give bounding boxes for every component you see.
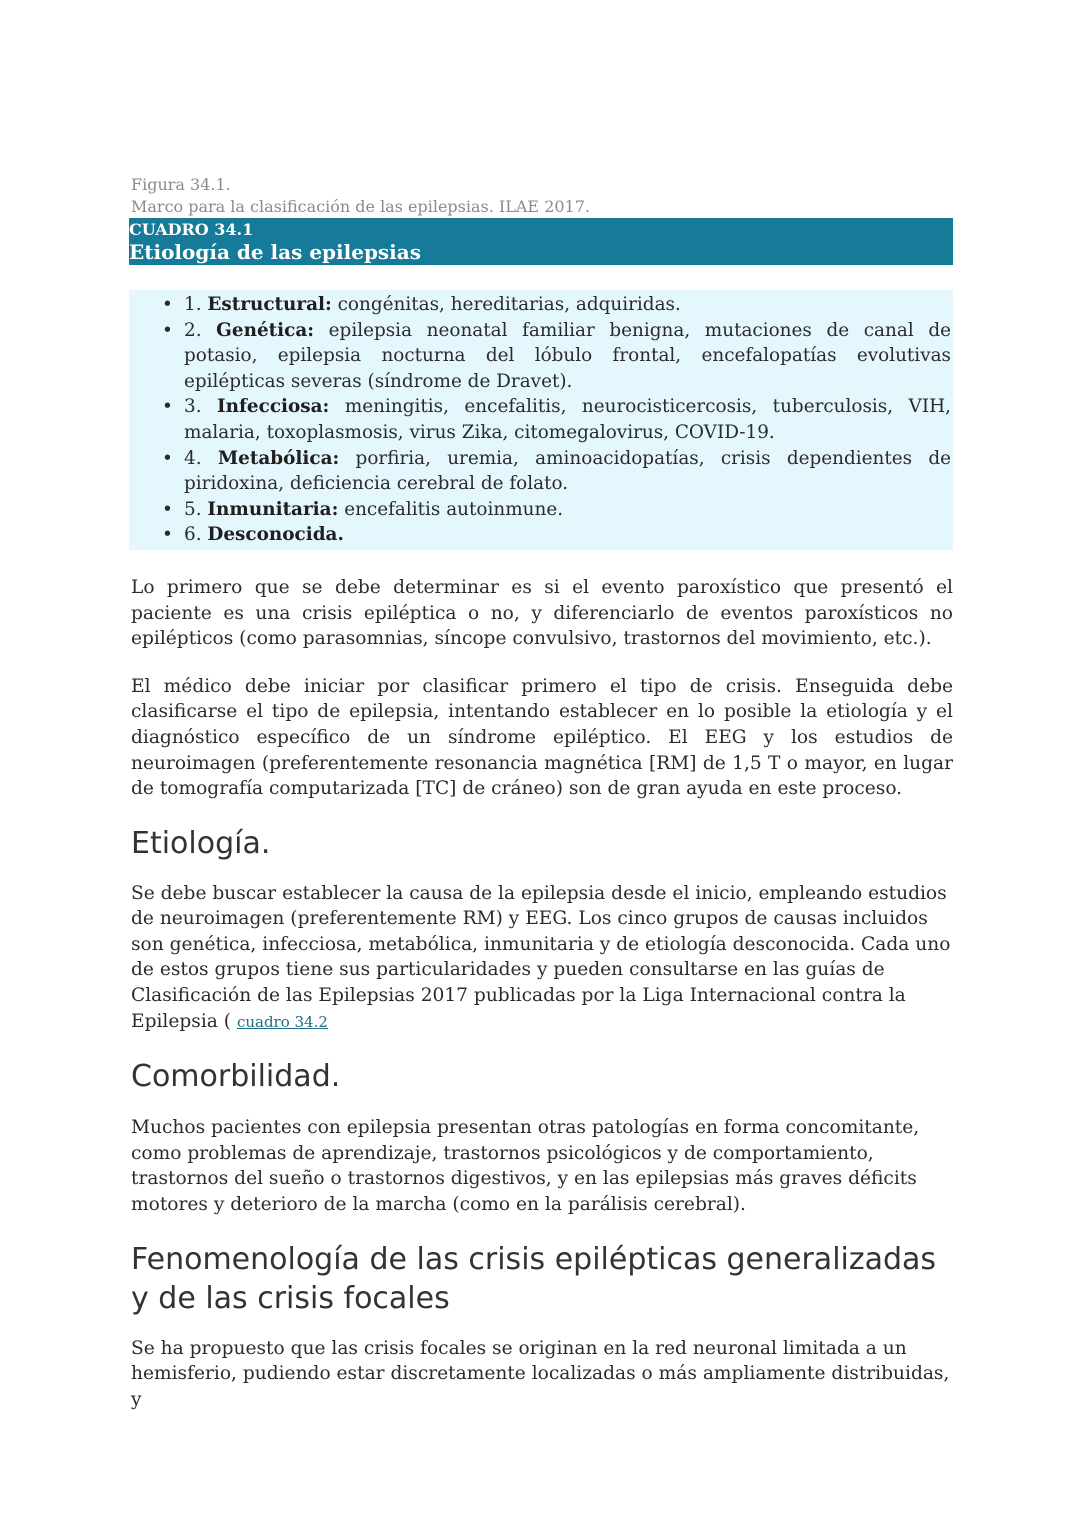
heading-fenomenologia-line2: y de las crisis focales bbox=[131, 1280, 450, 1316]
list-item bbox=[184, 497, 953, 523]
item-text: congénitas, hereditarias, adquiridas. bbox=[331, 294, 681, 315]
paragraph-crisis-determination: Lo primero que se debe determinar es si el evento paroxístico que presentó el paciente es una crisis epiléptica o no, y diferenciarlo de eventos paroxísticos no epilépticos (como parasomnias, síncope convulsivo, trastornos del movimiento, etc.). bbox=[131, 576, 953, 650]
list-item bbox=[184, 318, 953, 395]
item-text: epilepsia neonatal familiar benigna, mutaciones de canal de potasio, epilepsia nocturna del lóbulo frontal, encefalopatías evolutivas epilépticas severas (síndrome de Dravet). bbox=[184, 319, 951, 392]
paragraph-etiologia-text: Se debe buscar establecer la causa de la epilepsia desde el inicio, empleando estudios de neuroimagen (preferentemente RM) y EEG. Los cinco grupos de causas incluidos son genética, infecciosa, metabólica, inmunitaria y de etiología desconocida. Cada uno de estos grupos tiene sus particularidades y pueden consultarse en las guías de Clasificación de las Epilepsias 2017 publicadas por la Liga Internacional contra la Epilepsia ( bbox=[131, 882, 951, 1032]
item-number: 4. bbox=[184, 447, 202, 469]
item-term: Genética: bbox=[216, 319, 315, 341]
item-term: Infecciosa: bbox=[217, 396, 330, 418]
list-item bbox=[184, 292, 953, 318]
cuadro-number: CUADRO 34.1 bbox=[129, 220, 254, 239]
item-number: 3. bbox=[184, 396, 202, 418]
item-number: 6. bbox=[184, 524, 202, 546]
item-term: Inmunitaria: bbox=[207, 498, 339, 520]
page-content bbox=[131, 174, 953, 1412]
paragraph-comorbilidad: Muchos pacientes con epilepsia presentan otras patologías en forma concomitante, como problemas de aprendizaje, trastornos psicológicos y de comportamiento, trastornos del sueño o trastornos digestivos, y en las epilepsias más graves déficits motores y deterioro de la marcha (como en la parálisis cerebral). bbox=[131, 1117, 920, 1216]
heading-etiologia: Etiología. bbox=[131, 825, 271, 861]
item-term: Desconocida. bbox=[207, 524, 344, 546]
figure-label: Figura 34.1. bbox=[131, 175, 231, 194]
heading-fenomenologia bbox=[131, 1240, 953, 1318]
list-item bbox=[184, 446, 953, 497]
paragraph-classification: El médico debe iniciar por clasificar primero el tipo de crisis. Enseguida debe clasificarse el tipo de epilepsia, intentando establecer en lo posible la etiología y el diagnóstico específico de un síndrome epiléptico. El EEG y los estudios de neuroimagen (preferentemente resonancia magnética [RM] de 1,5 T o mayor, en lugar de tomografía computarizada [TC] de cráneo) son de gran ayuda en este proceso. bbox=[131, 675, 953, 800]
figure-caption: Marco para la clasificación de las epilepsias. ILAE 2017. bbox=[131, 197, 590, 216]
paragraph-etiologia bbox=[131, 881, 953, 1036]
item-term: Metabólica: bbox=[217, 447, 340, 469]
item-number: 1. bbox=[184, 294, 202, 315]
cuadro-title: Etiología de las epilepsias bbox=[129, 240, 422, 264]
item-term: Estructural: bbox=[207, 294, 332, 315]
heading-fenomenologia-line1: Fenomenología de las crisis epilépticas generalizadas bbox=[131, 1241, 937, 1277]
etiology-list bbox=[129, 292, 953, 548]
heading-comorbilidad: Comorbilidad. bbox=[131, 1059, 341, 1095]
item-text: meningitis, encefalitis, neurocisticercosis, tuberculosis, VIH, malaria, toxoplasmosis, virus Zika, citomegalovirus, COVID-19. bbox=[184, 396, 951, 443]
cuadro-header bbox=[129, 218, 953, 265]
item-text: encefalitis autoinmune. bbox=[338, 498, 564, 520]
cuadro-34-2-link[interactable]: cuadro 34.2 bbox=[236, 1012, 328, 1031]
list-item bbox=[184, 394, 953, 445]
item-number: 2. bbox=[184, 319, 202, 341]
paragraph-fenomenologia: Se ha propuesto que las crisis focales se originan en la red neuronal limitada a un hemisferio, pudiendo estar discretamente localizadas o más ampliamente distribuidas, y bbox=[131, 1337, 950, 1410]
cuadro-body bbox=[129, 290, 953, 550]
item-number: 5. bbox=[184, 498, 202, 520]
list-item bbox=[184, 522, 953, 548]
item-text: porfiria, uremia, aminoacidopatías, crisis dependientes de piridoxina, deficiencia cerebral de folato. bbox=[184, 447, 951, 495]
